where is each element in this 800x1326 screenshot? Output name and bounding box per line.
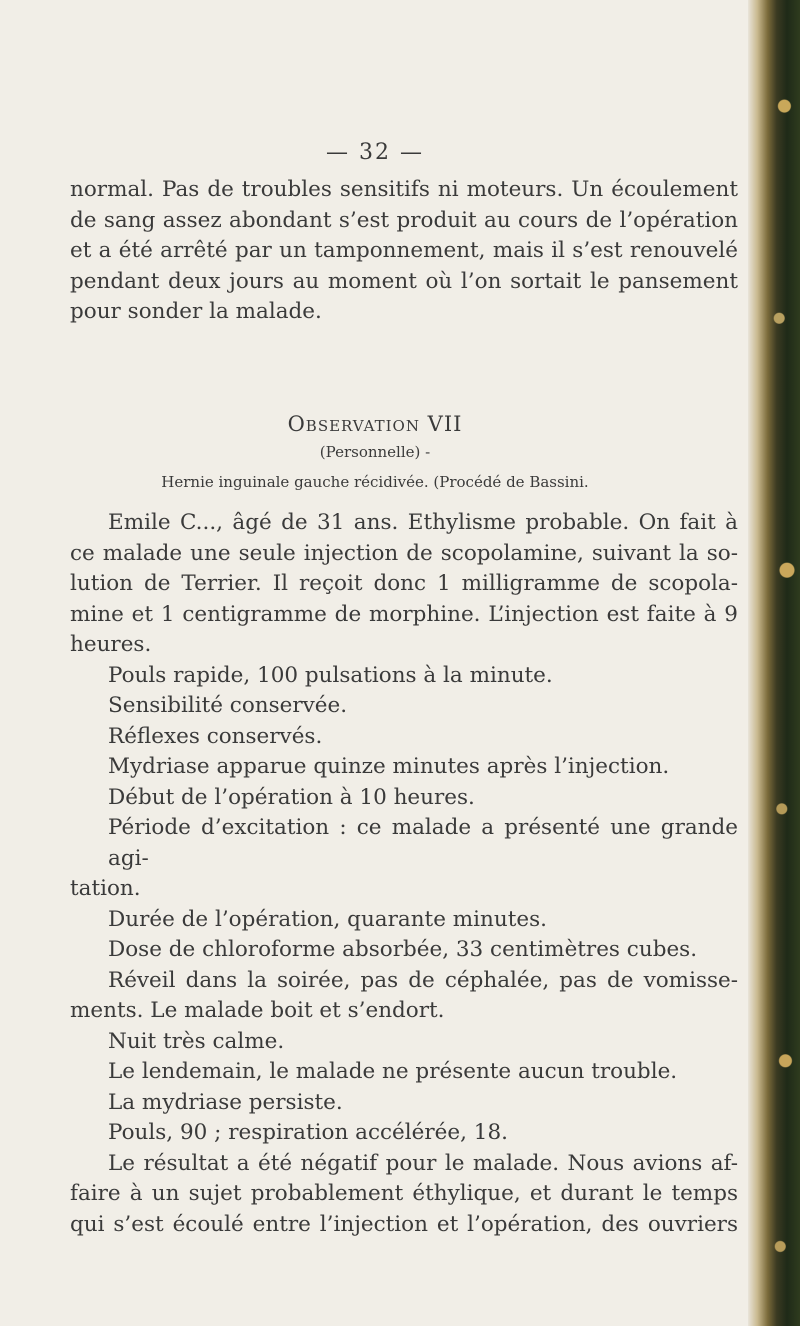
text-line: pendant deux jours au moment où l’on sortait le pansement [70,268,738,294]
observation-body [70,508,738,1240]
page-edge-stains [748,0,800,1326]
observation-subtitle: (Personnelle) - [319,443,431,461]
text-line: Dose de chloroforme absorbée, 33 centimètres cubes. [108,937,698,962]
text-line: ments. Le malade boit et s’endort. [70,998,445,1023]
text-line: mine et 1 centigramme de morphine. L’injection est faite à 9 [70,601,738,627]
text-line: faire à un sujet probablement éthylique, et durant le temps [70,1181,738,1206]
text-line: Période d’excitation : ce malade a présenté une grande agi- [108,815,738,871]
text-line: Début de l’opération à 10 heures. [108,784,475,810]
text-line: pour sonder la malade. [70,299,322,324]
text-line: ce malade une seule injection de scopolamine, suivant la so- [70,540,738,566]
text-line: normal. Pas de troubles sensitifs ni moteurs. Un écoulement [70,177,738,202]
observation-title: Observation VII [287,412,463,436]
text-line: Pouls, 90 ; respiration accélérée, 18. [108,1120,508,1145]
text-line: Réveil dans la soirée, pas de céphalée, pas de vomisse- [108,967,738,993]
text-line: qui s’est écoulé entre l’injection et l’opération, des ouvriers [70,1211,738,1237]
text-line: Sensibilité conservée. [108,693,348,718]
text-line: La mydriase persiste. [108,1089,343,1115]
text-line: Réflexes conservés. [108,723,323,749]
text-line: lution de Terrier. Il reçoit donc 1 milligramme de scopola- [70,571,738,596]
text-line: Emile C..., âgé de 31 ans. Ethylisme probable. On fait à [108,510,738,535]
text-line: Nuit très calme. [108,1028,285,1054]
text-line: Le lendemain, le malade ne présente aucun trouble. [108,1059,678,1084]
observation-description: Hernie inguinale gauche récidivée. (Procédé de Bassini. [161,473,589,491]
text-line: tation. [70,876,141,901]
text-line: et a été arrêté par un tamponnement, mais il s’est renouvelé [70,238,738,263]
text-line: heures. [70,632,152,657]
text-line: Pouls rapide, 100 pulsations à la minute. [108,662,553,688]
text-line: Durée de l’opération, quarante minutes. [108,906,547,932]
text-line: de sang assez abondant s’est produit au cours de l’opération [70,207,738,233]
top-paragraph [70,175,738,328]
text-line: Le résultat a été négatif pour le malade. Nous avions af- [108,1150,738,1176]
page-number: — 32 — [326,140,424,165]
text-line: Mydriase apparue quinze minutes après l’injection. [108,754,670,779]
